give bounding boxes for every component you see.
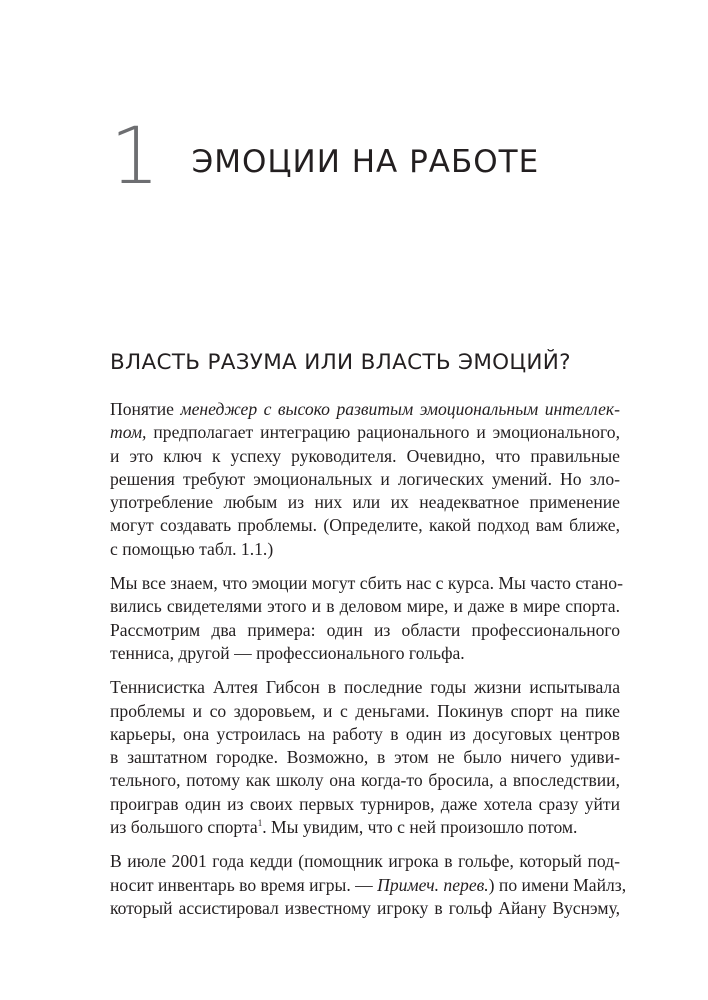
text-line: решения требуют эмоциональных и логических умений. Но зло-: [110, 468, 620, 489]
text-line: Понятие менеджер с высоко развитым эмоциональным интеллек-: [110, 399, 620, 419]
text-line: с помощью табл. 1.1.): [110, 538, 274, 559]
text-line: в заштатном городке. Возможно, в этом не было ничего удиви-: [110, 747, 620, 768]
text-line: носит инвентарь во время игры. — Примеч. перев.) по имени Майлз,: [110, 874, 627, 895]
paragraph-2: [110, 572, 623, 665]
text-line: и это ключ к успеху руководителя. Очевидно, что правильные: [110, 445, 620, 466]
footnote-ref[interactable]: 1: [257, 818, 263, 829]
chapter-number: 1: [110, 112, 158, 202]
paragraph-1: [110, 398, 620, 561]
section-title: ВЛАСТЬ РАЗУМА ИЛИ ВЛАСТЬ ЭМОЦИЙ?: [110, 350, 571, 375]
text-line: Рассмотрим два примера: один из области профессионального: [110, 619, 620, 640]
paragraph-3: [110, 676, 620, 839]
text-line: проблемы и со здоровьем, и с деньгами. Покинув спорт на пике: [110, 700, 620, 721]
chapter-title: ЭМОЦИИ НА РАБОТЕ: [191, 144, 540, 180]
text-line: тельного, потому как школу она когда-то бросила, а впоследствии,: [110, 770, 620, 791]
text-line: из большого спорта$^1$. Мы увидим, что с ней произошло потом.: [110, 817, 578, 838]
chapter-header: [110, 112, 540, 202]
text-line: могут создавать проблемы. (Определите, какой подход вам ближе,: [110, 515, 620, 536]
text-line: употребление любым из них или их неадекватное применение: [110, 492, 620, 513]
text-line: карьеры, она устроилась на работу в один из досуговых центров: [110, 723, 620, 744]
paragraph-4: [110, 850, 627, 920]
text-line: Теннисистка Алтея Гибсон в последние годы жизни испытывала: [110, 677, 620, 698]
text-line: вились свидетелями этого и в деловом мире, и даже в мире спорта.: [110, 596, 620, 617]
body-text: [110, 398, 627, 931]
text-line: который ассистировал известному игроку в гольф Айану Вуснэму,: [110, 897, 620, 918]
text-line: тенниса, другой — профессионального гольфа.: [110, 642, 465, 663]
text-line: В июле 2001 года кедди (помощник игрока в гольфе, который под-: [110, 851, 620, 872]
text-line: проиграв один из своих первых турниров, даже хотела сразу уйти: [110, 793, 620, 814]
text-line: том, предполагает интеграцию рационального и эмоционального,: [110, 422, 620, 443]
text-line: Мы все знаем, что эмоции могут сбить нас с курса. Мы часто стано-: [110, 573, 623, 594]
